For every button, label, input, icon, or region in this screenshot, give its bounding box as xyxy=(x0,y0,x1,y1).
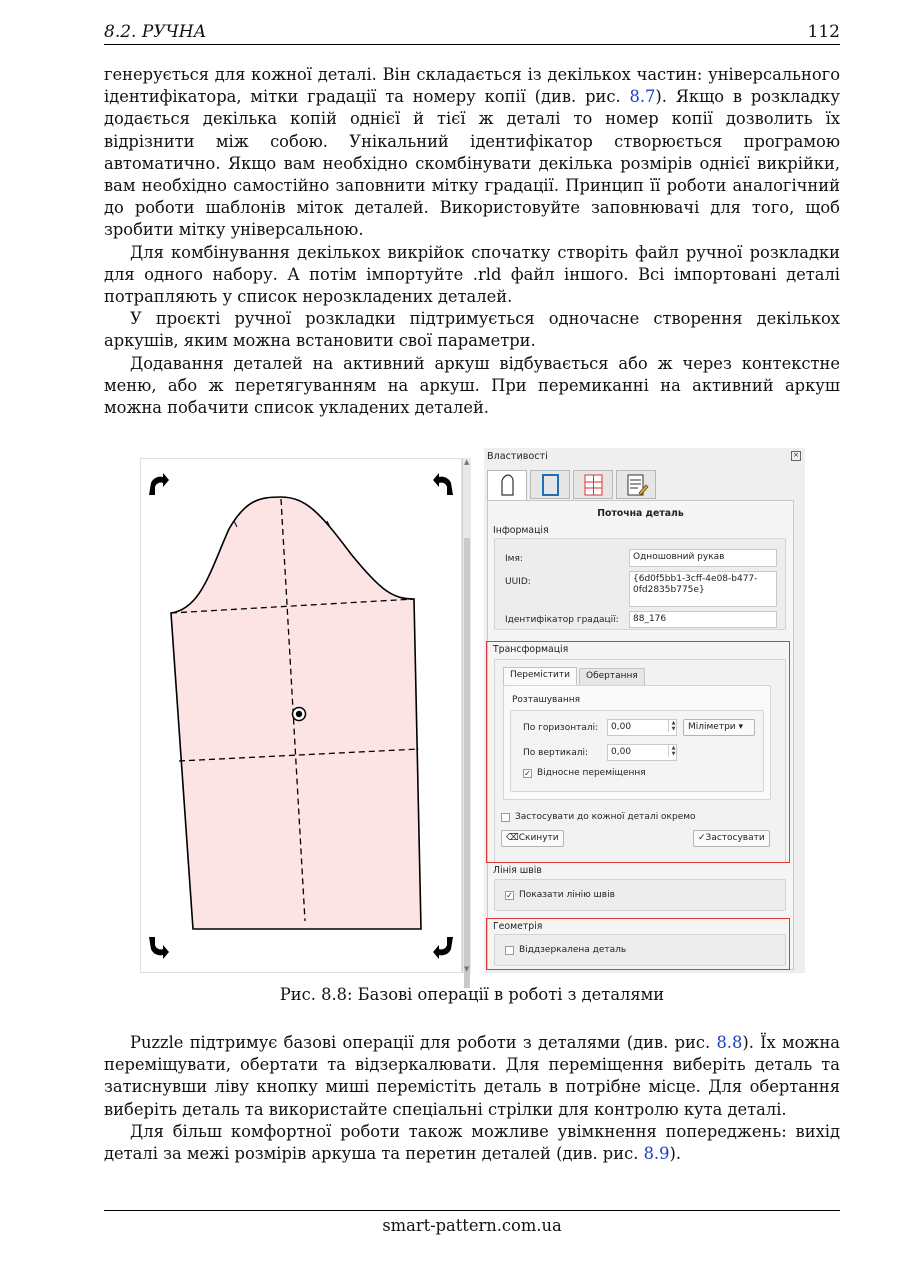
rotate-handle-bottom-right xyxy=(433,937,453,959)
current-piece-heading: Поточна деталь xyxy=(597,508,684,519)
show-seam-label: Показати лінію швів xyxy=(519,890,615,900)
layout-canvas[interactable] xyxy=(140,458,462,973)
geometry-caption: Геометрія xyxy=(493,921,543,932)
section-title: 8.2. РУЧНА xyxy=(104,22,207,42)
chevron-down-icon: ▾ xyxy=(738,722,744,732)
scroll-up-icon[interactable]: ▲ xyxy=(464,458,470,466)
rotate-handle-top-right xyxy=(433,473,453,495)
relative-move-checkbox[interactable]: ✓ xyxy=(524,769,531,778)
figure-ref-link[interactable]: 8.9 xyxy=(643,1144,670,1164)
scroll-down-icon[interactable]: ▼ xyxy=(464,965,470,973)
vertical-label: По вертикалі: xyxy=(523,748,589,758)
upper-text-block xyxy=(104,64,840,419)
tab-rotate[interactable]: Обертання xyxy=(579,668,645,686)
sleeve-piece-drawing xyxy=(141,459,463,974)
figure-ref-link[interactable]: 8.8 xyxy=(716,1033,743,1052)
reset-button[interactable]: ⌫Скинути xyxy=(501,830,564,847)
tiles-tab-icon[interactable] xyxy=(573,470,613,499)
apply-each-label: Застосувати до кожної деталі окремо xyxy=(515,812,696,822)
horizontal-input[interactable]: 0,00 xyxy=(607,719,677,736)
transform-caption: Трансформація xyxy=(493,644,569,655)
vertical-stepper[interactable]: ▲ ▼ xyxy=(668,745,678,757)
footer-rule xyxy=(104,1210,840,1211)
rotate-handle-bottom-left xyxy=(149,937,169,959)
panel-title: Властивості xyxy=(487,451,548,462)
figure-screenshot xyxy=(140,448,805,973)
uuid-field[interactable]: {6d0f5bb1-3cff-4e08-b477-0fd2835b775e} xyxy=(629,571,777,607)
canvas-scrollbar[interactable] xyxy=(462,458,471,973)
paragraph-3: У проєкті ручної розкладки підтримується одночасне створення декількох аркушів, яким можна встановити свої параметри. xyxy=(104,309,840,351)
position-caption: Розташування xyxy=(512,695,581,705)
name-label: Імя: xyxy=(505,554,523,564)
backspace-icon: ⌫ xyxy=(506,833,519,843)
properties-panel xyxy=(484,448,805,973)
checkmark-icon: ✓ xyxy=(698,833,706,843)
info-caption: Інформація xyxy=(493,525,549,536)
sheet-tab-icon[interactable] xyxy=(530,470,570,499)
name-field[interactable]: Одношовний рукав xyxy=(629,549,777,567)
grading-field[interactable]: 88_176 xyxy=(629,611,777,628)
relative-move-label: Відносне переміщення xyxy=(537,768,646,778)
horizontal-stepper[interactable]: ▲ ▼ xyxy=(668,720,678,732)
tab-move[interactable]: Перемістити xyxy=(503,667,577,686)
seam-group xyxy=(494,879,786,911)
running-head xyxy=(104,22,840,45)
figure-ref-link[interactable]: 8.7 xyxy=(629,87,656,107)
footer-url: smart-pattern.com.ua xyxy=(382,1216,562,1235)
panel-close-icon[interactable]: × xyxy=(791,451,801,461)
paragraph-6: Для більш комфортної роботи також можливе увімкнення попереджень: вихід деталі за межі розмірів аркуша та перетин деталей (див. рис. 8.9). xyxy=(104,1121,840,1164)
vertical-input[interactable]: 0,00 xyxy=(607,744,677,761)
seam-caption: Лінія швів xyxy=(493,865,542,876)
page-number: 112 xyxy=(807,22,840,42)
paragraph-4: Додавання деталей на активний аркуш відбувається або ж через контекстне меню, або ж перетягуванням на аркуш. При перемиканні на активний аркуш можна побачити список укладених деталей. xyxy=(104,353,840,418)
transform-highlight-frame xyxy=(486,641,790,863)
horizontal-label: По горизонталі: xyxy=(523,723,599,733)
layout-tab-icon[interactable] xyxy=(616,470,656,499)
scroll-thumb[interactable] xyxy=(464,538,470,988)
figure-caption: Рис. 8.8: Базові операції в роботі з деталями xyxy=(279,985,665,1004)
piece-tab-icon[interactable] xyxy=(487,470,527,501)
show-seam-checkbox[interactable]: ✓ xyxy=(506,891,513,900)
geometry-highlight-frame xyxy=(486,918,790,970)
info-group xyxy=(494,538,786,630)
paragraph-1: генерується для кожної деталі. Він складається із декількох частин: універсального ідентифікатора, мітки градації та номеру копії (див. рис. 8.7). Якщо в розкладку додається декілька копій однієї й тієї ж деталі то номер копії дозволить їх відрізнити між собою. Унікальний ідентифікатор створюється програмою автоматично. Якщо вам необхідно скомбінувати декілька розмірів однієї викрійки, вам необхідно самостійно заповнити мітку градації. Принцип її роботи аналогічний до роботи шаблонів міток деталей. Використовуйте заповнювачі для того, щоб зробити мітку універсальною. xyxy=(104,65,840,240)
rotate-handle-top-left xyxy=(149,473,169,495)
grading-label: Ідентифікатор градації: xyxy=(505,615,619,625)
paragraph-2: Для комбінування декількох викрійок спочатку створіть файл ручної розкладки для одного набору. А потім імпортуйте .rld файл іншого. Всі імпортовані деталі потрапляють у список нерозкладених деталей. xyxy=(104,242,840,307)
lower-text-block xyxy=(104,1032,840,1165)
uuid-label: UUID: xyxy=(505,577,531,587)
mirrored-label: Віддзеркалена деталь xyxy=(519,945,627,955)
apply-button[interactable]: ✓Застосувати xyxy=(693,830,770,847)
unit-select[interactable]: Міліметри ▾ xyxy=(683,719,755,736)
paragraph-5: Puzzle підтримує базові операції для роботи з деталями (див. рис. 8.8). Їх можна переміщувати, обертати та відзеркалювати. Для переміщення виберіть деталь та затиснувши ліву кнопку миші перемістіть деталь в потрібне місце. Для обертання виберіть деталь та використайте спеціальні стрілки для контролю кута деталі. xyxy=(104,1033,840,1119)
